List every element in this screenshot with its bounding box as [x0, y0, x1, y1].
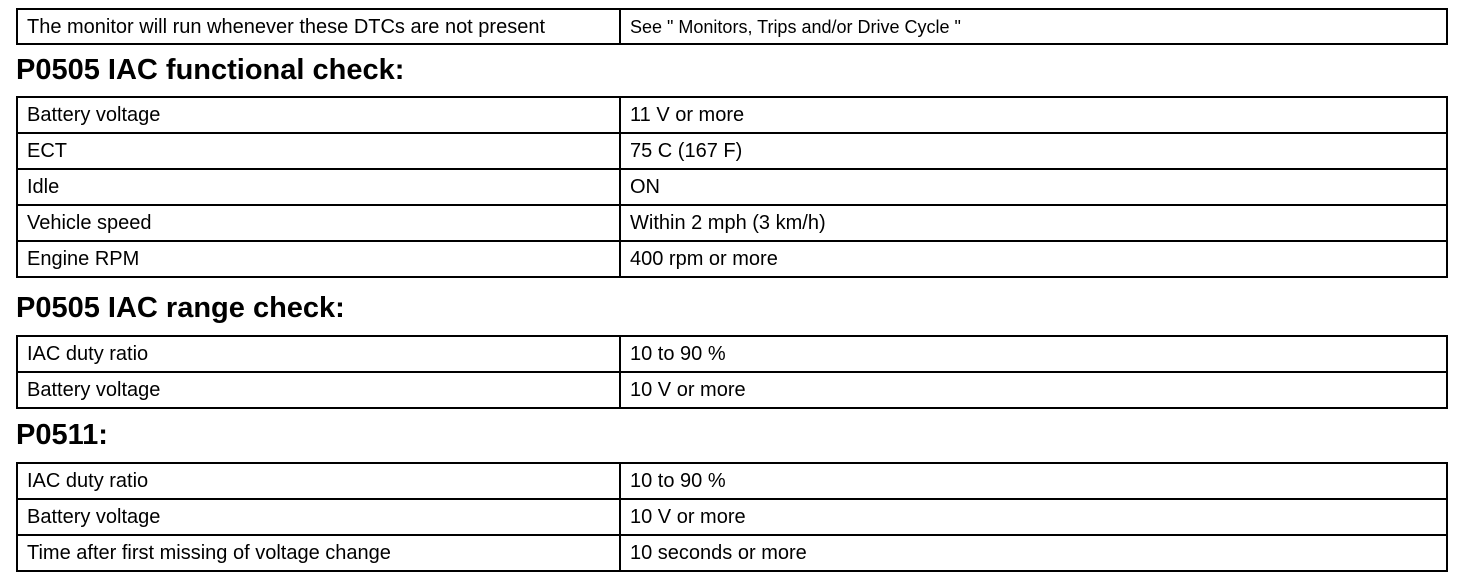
value-cell: 10 V or more	[620, 372, 1447, 408]
value-cell: 10 V or more	[620, 499, 1447, 535]
range-check-table	[16, 335, 1448, 409]
condition-cell: Idle	[17, 169, 620, 205]
value-cell: Within 2 mph (3 km/h)	[620, 205, 1447, 241]
table-row	[17, 205, 1447, 241]
value-cell: 10 seconds or more	[620, 535, 1447, 571]
condition-cell: Engine RPM	[17, 241, 620, 277]
table-row	[17, 97, 1447, 133]
section-heading: P0505 IAC functional check:	[16, 54, 405, 86]
table-row	[17, 169, 1447, 205]
value-cell: ON	[620, 169, 1447, 205]
table-row	[17, 372, 1447, 408]
value-cell: 10 to 90 %	[620, 463, 1447, 499]
monitor-conditions-table	[16, 8, 1448, 45]
table-row	[17, 133, 1447, 169]
functional-check-table	[16, 96, 1448, 278]
condition-cell: Time after first missing of voltage change	[17, 535, 620, 571]
p0511-table	[16, 462, 1448, 572]
value-cell: 75 C (167 F)	[620, 133, 1447, 169]
condition-cell: Battery voltage	[17, 372, 620, 408]
value-cell: 400 rpm or more	[620, 241, 1447, 277]
section-heading: P0505 IAC range check:	[16, 292, 345, 324]
table-row	[17, 241, 1447, 277]
value-cell: See " Monitors, Trips and/or Drive Cycle "	[620, 9, 1447, 44]
table-row	[17, 499, 1447, 535]
table-row	[17, 336, 1447, 372]
table-row	[17, 9, 1447, 44]
value-cell: 11 V or more	[620, 97, 1447, 133]
condition-cell: The monitor will run whenever these DTCs are not present	[17, 9, 620, 44]
table-row	[17, 535, 1447, 571]
condition-cell: Vehicle speed	[17, 205, 620, 241]
section-heading: P0511:	[16, 419, 108, 451]
condition-cell: ECT	[17, 133, 620, 169]
condition-cell: IAC duty ratio	[17, 463, 620, 499]
condition-cell: Battery voltage	[17, 499, 620, 535]
value-cell: 10 to 90 %	[620, 336, 1447, 372]
table-row	[17, 463, 1447, 499]
condition-cell: Battery voltage	[17, 97, 620, 133]
condition-cell: IAC duty ratio	[17, 336, 620, 372]
